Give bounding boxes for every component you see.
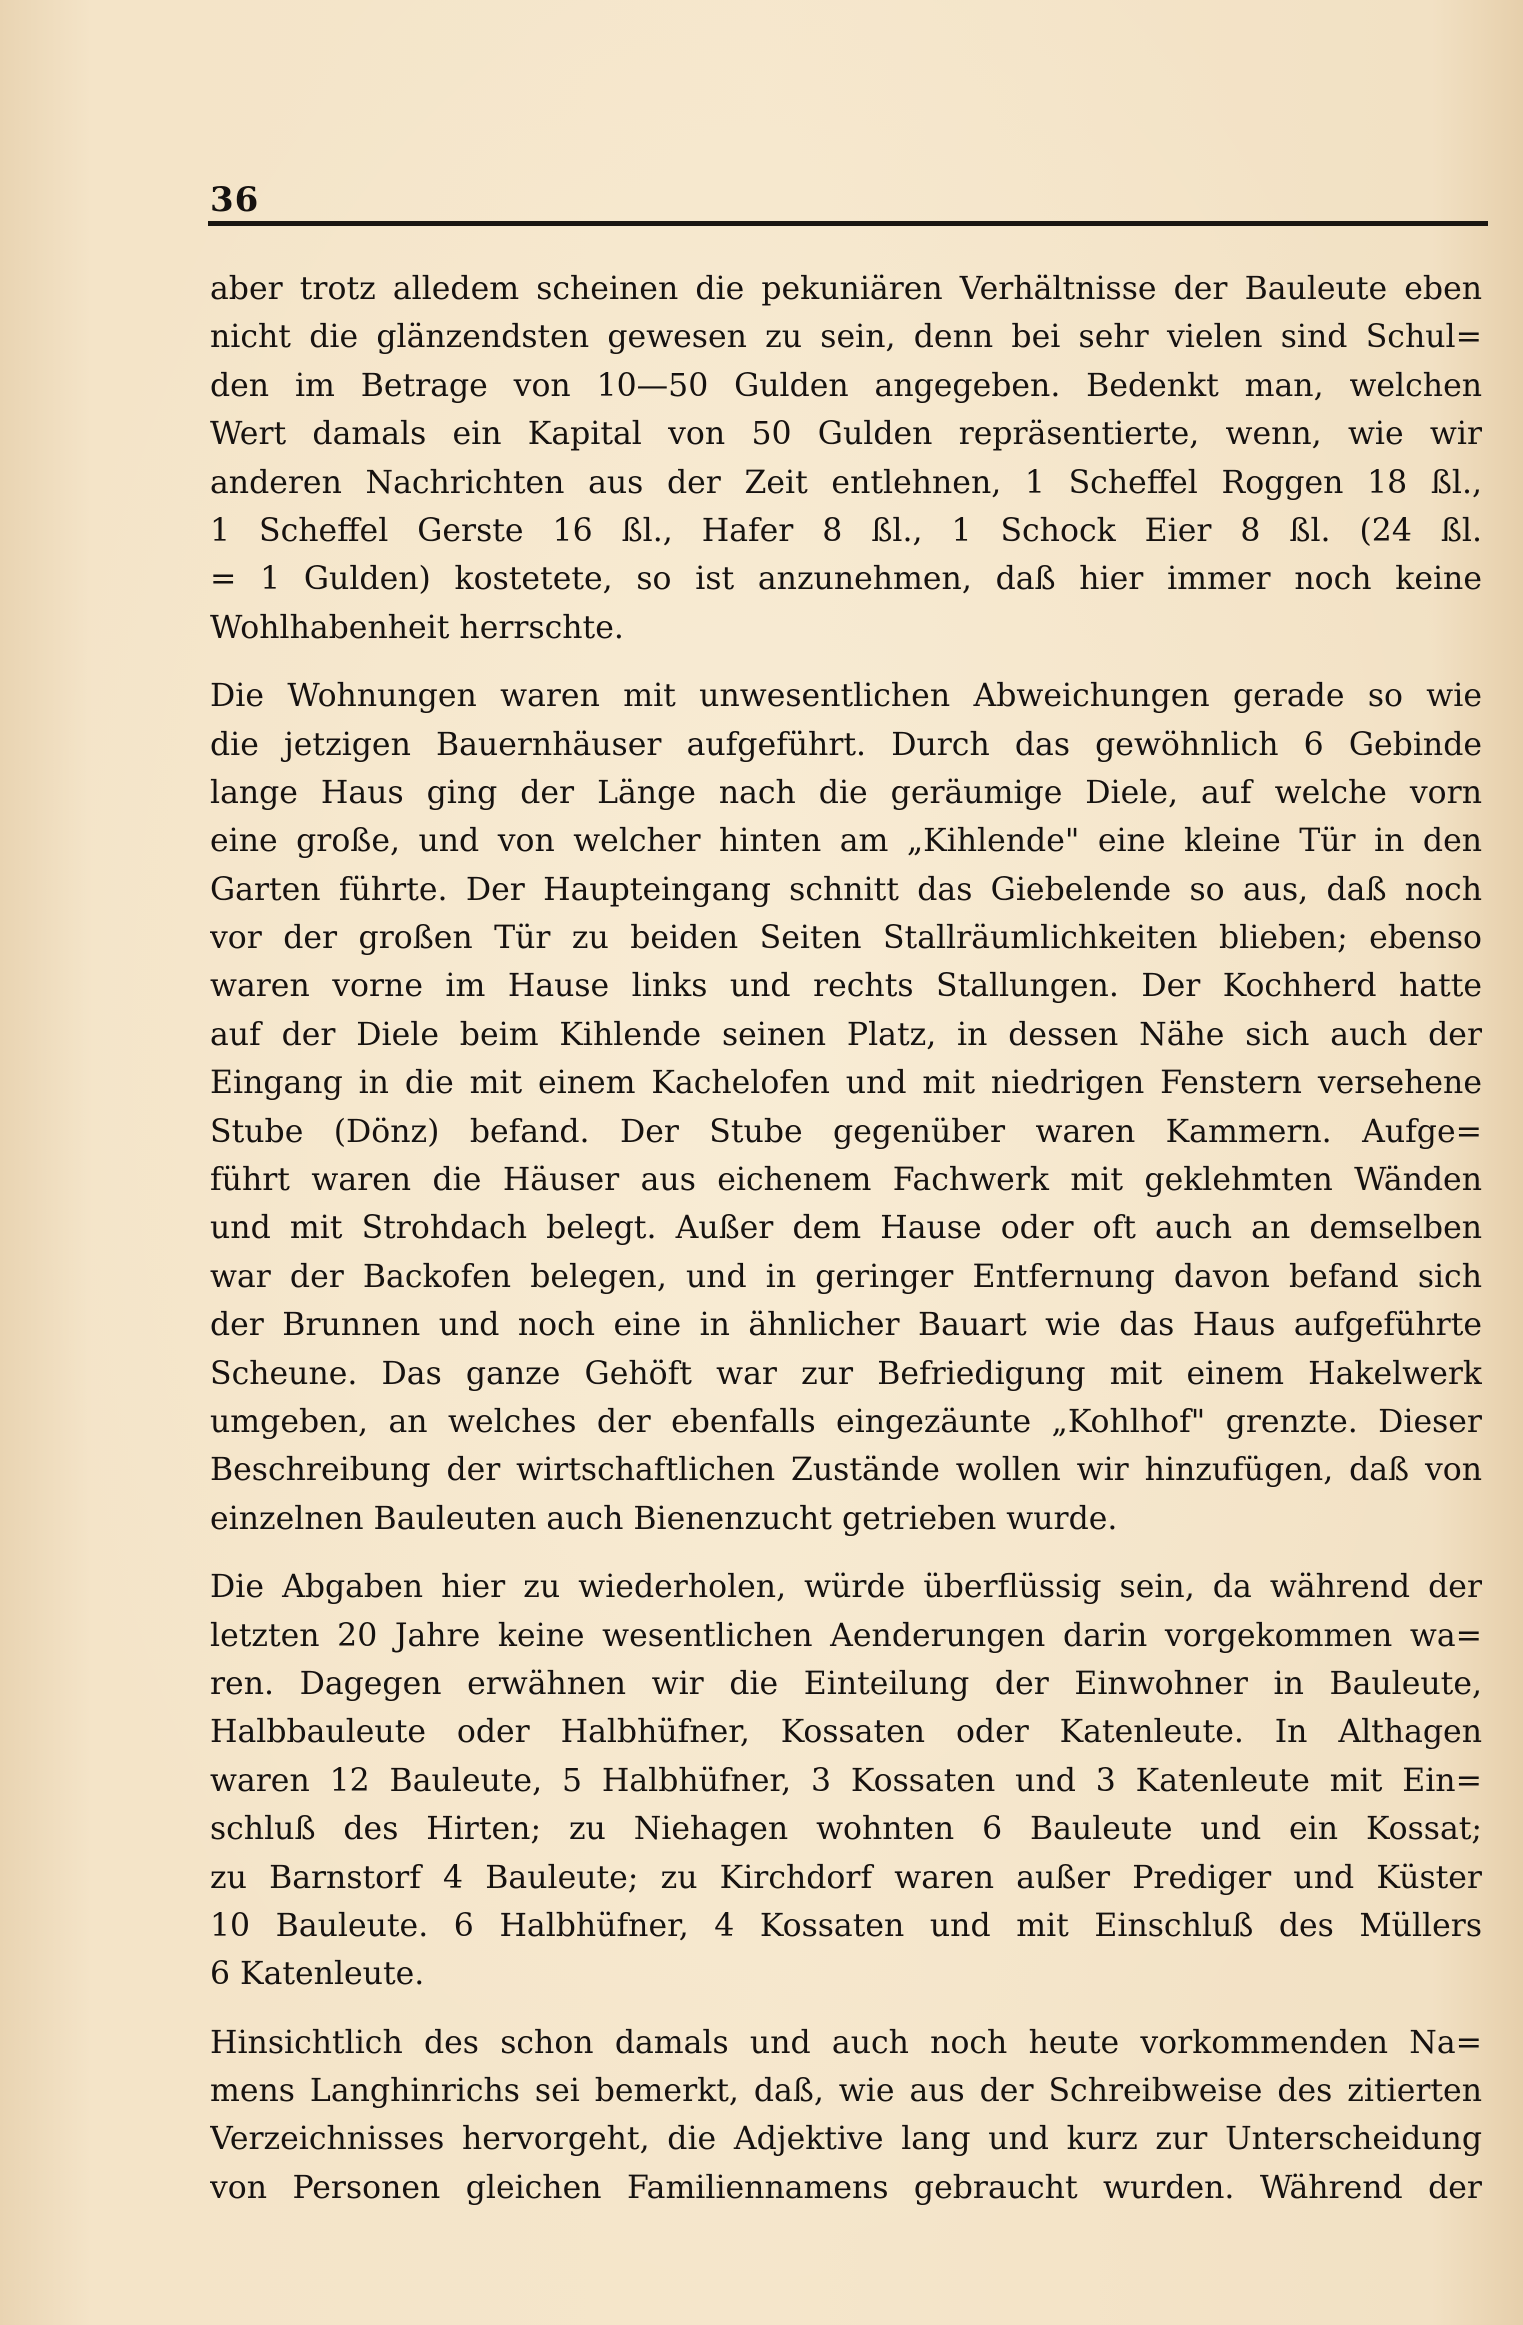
text-line: Stube (Dönz) befand. Der Stube gegenüber waren Kammern. Aufge= [210,1113,1482,1150]
text-line: vor der großen Tür zu beiden Seiten Stallräumlichkeiten blieben; ebenso [210,920,1482,957]
text-line: anderen Nachrichten aus der Zeit entlehnen, 1 Scheffel Roggen 18 ßl., [210,464,1482,501]
paragraph [210,672,1482,1543]
text-line: 6 Katenleute. [210,1956,425,1993]
text-line: Die Abgaben hier zu wiederholen, würde überflüssig sein, da während der [210,1569,1482,1606]
text-line: lange Haus ging der Länge nach die geräumige Diele, auf welche vorn [210,774,1482,811]
text-line: schluß des Hirten; zu Niehagen wohnten 6 Bauleute und ein Kossat; [210,1811,1482,1848]
text-line: mens Langhinrichs sei bemerkt, daß, wie aus der Schreibweise des zitierten [210,2073,1482,2110]
text-line: Wohlhabenheit herrschte. [210,609,624,646]
text-line: nicht die glänzendsten gewesen zu sein, denn bei sehr vielen sind Schul= [210,319,1482,356]
text-line: 1 Scheffel Gerste 16 ßl., Hafer 8 ßl., 1 Schock Eier 8 ßl. (24 ßl. [210,512,1482,549]
text-line: aber trotz alledem scheinen die pekuniären Verhältnisse der Bauleute eben [210,271,1482,307]
text-line: waren 12 Bauleute, 5 Halbhüfner, 3 Kossaten und 3 Katenleute mit Ein= [210,1762,1482,1799]
text-line: einzelnen Bauleuten auch Bienenzucht getrieben wurde. [210,1500,1118,1537]
text-line: der Brunnen und noch eine in ähnlicher Bauart wie das Haus aufgeführte [210,1307,1482,1344]
text-line: letzten 20 Jahre keine wesentlichen Aenderungen darin vorgekommen wa= [210,1617,1482,1654]
text-line: waren vorne im Hause links und rechts Stallungen. Der Kochherd hatte [210,968,1482,1005]
text-line: Garten führte. Der Haupteingang schnitt das Giebelende so aus, daß noch [210,871,1482,908]
text-line: Hinsichtlich des schon damals und auch noch heute vorkommenden Na= [210,2024,1482,2061]
text-line: zu Barnstorf 4 Bauleute; zu Kirchdorf waren außer Prediger und Küster [210,1859,1482,1896]
text-line: und mit Strohdach belegt. Außer dem Hause oder oft auch an demselben [210,1210,1482,1247]
text-line: von Personen gleichen Familiennamens gebraucht wurden. Während der [210,2169,1482,2206]
paragraph [210,1563,1482,1999]
text-line: Verzeichnisses hervorgeht, die Adjektive lang und kurz zur Unterscheidung [210,2121,1482,2158]
text-line: Wert damals ein Kapital von 50 Gulden repräsentierte, wenn, wie wir [210,416,1482,453]
body-text [210,265,1482,2232]
header-rule [208,221,1488,226]
text-line: Beschreibung der wirtschaftlichen Zustände wollen wir hinzufügen, daß von [210,1452,1482,1489]
paragraph [210,2019,1482,2213]
text-line: eine große, und von welcher hinten am „Kihlende" eine kleine Tür in den [210,823,1482,860]
text-line: Halbbauleute oder Halbhüfner, Kossaten oder Katenleute. In Althagen [210,1714,1482,1751]
text-line: den im Betrage von 10—50 Gulden angegeben. Bedenkt man, welchen [210,367,1482,404]
text-line: Die Wohnungen waren mit unwesentlichen Abweichungen gerade so wie [210,678,1482,715]
text-line: Eingang in die mit einem Kachelofen und mit niedrigen Fenstern versehene [210,1065,1482,1102]
text-line: ren. Dagegen erwähnen wir die Einteilung der Einwohner in Bauleute, [210,1665,1482,1702]
text-line: führt waren die Häuser aus eichenem Fachwerk mit geklehmten Wänden [210,1162,1482,1199]
text-line: 10 Bauleute. 6 Halbhüfner, 4 Kossaten und mit Einschluß des Müllers [210,1907,1482,1944]
text-line: = 1 Gulden) kostetete, so ist anzunehmen, daß hier immer noch keine [210,561,1482,598]
paragraph [210,265,1482,652]
text-line: Scheune. Das ganze Gehöft war zur Befriedigung mit einem Hakelwerk [210,1355,1482,1392]
page-number: 36 [210,180,260,220]
text-line: umgeben, an welches der ebenfalls eingezäunte „Kohlhof" grenzte. Dieser [210,1403,1482,1440]
text-line: die jetzigen Bauernhäuser aufgeführt. Durch das gewöhnlich 6 Gebinde [210,726,1482,763]
text-line: auf der Diele beim Kihlende seinen Platz, in dessen Nähe sich auch der [210,1016,1482,1053]
text-line: war der Backofen belegen, und in geringer Entfernung davon befand sich [210,1258,1482,1295]
